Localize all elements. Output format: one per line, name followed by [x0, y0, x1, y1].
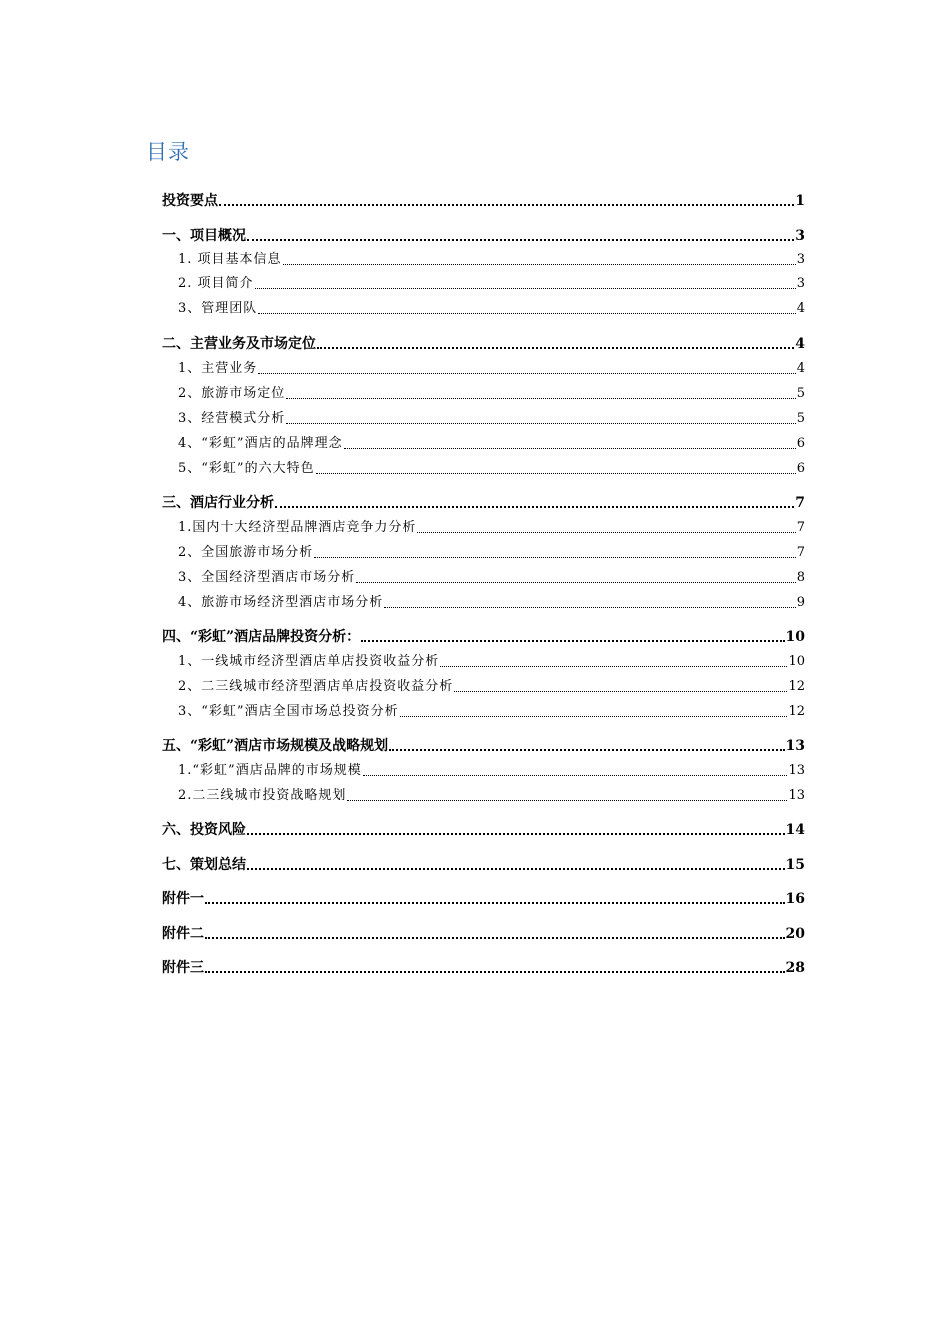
toc-label: 1.国内十大经济型品牌酒店竞争力分析	[178, 520, 417, 535]
toc-entry[interactable]	[162, 192, 805, 210]
toc-page: 4	[796, 301, 805, 316]
toc-entry[interactable]	[162, 959, 805, 977]
toc-label: 投资要点	[162, 193, 218, 209]
dot-leader	[205, 937, 785, 939]
toc-entry[interactable]	[178, 762, 805, 780]
toc-entry[interactable]	[162, 890, 805, 908]
toc-label: 2、二三线城市经济型酒店单店投资收益分析	[178, 679, 454, 694]
toc-entry[interactable]	[162, 335, 805, 353]
toc-page: 3	[795, 228, 805, 244]
dot-leader	[314, 557, 795, 558]
toc-entry[interactable]	[162, 737, 805, 755]
toc-entry[interactable]	[178, 275, 805, 293]
toc-entry[interactable]	[162, 925, 805, 943]
toc-entry[interactable]	[178, 544, 805, 562]
dot-leader	[247, 239, 794, 241]
toc-page: 10	[788, 654, 805, 669]
toc-entry[interactable]	[178, 703, 805, 721]
toc-label: 附件三	[162, 960, 204, 976]
toc-page: 6	[796, 436, 805, 451]
toc-label: 2. 项目简介	[178, 276, 254, 291]
toc-page: 15	[785, 857, 805, 873]
toc-page: 14	[785, 822, 805, 838]
toc-label: 3、全国经济型酒店市场分析	[178, 570, 356, 585]
dot-leader	[344, 448, 796, 449]
toc-label: 1. 项目基本信息	[178, 252, 282, 267]
dot-leader	[454, 691, 787, 692]
dot-leader	[258, 313, 795, 314]
dot-leader	[417, 532, 795, 533]
toc-entry[interactable]	[178, 653, 805, 671]
dot-leader	[440, 666, 787, 667]
toc-page: 20	[785, 926, 805, 942]
toc-label: 四、“彩虹”酒店品牌投资分析：	[162, 629, 361, 645]
toc-label: 六、投资风险	[162, 822, 246, 838]
toc-page: 7	[796, 545, 805, 560]
toc-label: 附件一	[162, 891, 204, 907]
toc-label: 二、主营业务及市场定位	[162, 336, 316, 352]
toc-page: 4	[795, 336, 805, 352]
toc-page: 9	[796, 595, 805, 610]
toc-label: 2.二三线城市投资战略规划	[178, 788, 347, 803]
dot-leader	[247, 833, 785, 835]
toc-label: 3、“彩虹”酒店全国市场总投资分析	[178, 704, 399, 719]
toc-page: 8	[796, 570, 805, 585]
toc-page: 13	[785, 738, 805, 754]
toc-entry[interactable]	[178, 519, 805, 537]
dot-leader	[389, 749, 784, 751]
dot-leader	[219, 204, 794, 206]
toc-label: 2、旅游市场定位	[178, 386, 286, 401]
toc-label: 一、项目概况	[162, 228, 246, 244]
toc-page: 3	[796, 276, 805, 291]
toc-entry[interactable]	[178, 385, 805, 403]
dot-leader	[347, 800, 787, 801]
toc-page: 28	[785, 960, 805, 976]
dot-leader	[286, 398, 795, 399]
toc-page: 16	[785, 891, 805, 907]
toc-label: 1.“彩虹”酒店品牌的市场规模	[178, 763, 362, 778]
toc-page: 10	[785, 629, 805, 645]
toc-label: 七、策划总结	[162, 857, 246, 873]
dot-leader	[286, 423, 795, 424]
toc-entry[interactable]	[178, 787, 805, 805]
toc-page: 6	[796, 461, 805, 476]
toc-entry[interactable]	[178, 460, 805, 478]
toc-page: 4	[796, 361, 805, 376]
dot-leader	[283, 264, 796, 265]
toc-label: 1、主营业务	[178, 361, 258, 376]
toc-entry[interactable]	[162, 628, 805, 646]
toc-page: 3	[796, 252, 805, 267]
toc-label: 1、一线城市经济型酒店单店投资收益分析	[178, 654, 440, 669]
dot-leader	[205, 902, 785, 904]
toc-page: 7	[795, 495, 805, 511]
toc-entry[interactable]	[178, 678, 805, 696]
dot-leader	[255, 288, 796, 289]
dot-leader	[356, 582, 795, 583]
toc-label: 4、旅游市场经济型酒店市场分析	[178, 595, 384, 610]
toc-page: 12	[788, 704, 805, 719]
toc-label: 3、经营模式分析	[178, 411, 286, 426]
toc-entry[interactable]	[162, 821, 805, 839]
toc-entry[interactable]	[162, 856, 805, 874]
toc-page: 5	[796, 411, 805, 426]
dot-leader	[384, 607, 795, 608]
toc-entry[interactable]	[178, 435, 805, 453]
toc-label: 三、酒店行业分析	[162, 495, 274, 511]
dot-leader	[247, 868, 785, 870]
dot-leader	[400, 716, 788, 717]
dot-leader	[316, 473, 796, 474]
dot-leader	[275, 506, 794, 508]
toc-label: 附件二	[162, 926, 204, 942]
toc-label: 五、“彩虹”酒店市场规模及战略规划	[162, 738, 389, 754]
toc-label: 2、全国旅游市场分析	[178, 545, 314, 560]
toc-page: 1	[795, 193, 805, 209]
toc-page: 13	[788, 763, 805, 778]
toc-page: 7	[796, 520, 805, 535]
toc-label: 4、“彩虹”酒店的品牌理念	[178, 436, 343, 451]
toc-entry[interactable]	[162, 227, 805, 245]
toc-entry[interactable]	[178, 300, 805, 318]
dot-leader	[258, 373, 795, 374]
toc-page: 13	[788, 788, 805, 803]
dot-leader	[361, 640, 784, 642]
toc-label: 5、“彩虹”的六大特色	[178, 461, 315, 476]
dot-leader	[317, 347, 794, 349]
toc-entry[interactable]	[178, 569, 805, 587]
toc-entry[interactable]	[178, 410, 805, 428]
toc-entry[interactable]	[178, 251, 805, 269]
toc-page: 5	[796, 386, 805, 401]
toc-label: 3、管理团队	[178, 301, 258, 316]
toc-entry[interactable]	[178, 594, 805, 612]
dot-leader	[205, 971, 785, 973]
toc-entry[interactable]	[178, 360, 805, 378]
toc-page: 12	[788, 679, 805, 694]
toc-entry[interactable]	[162, 494, 805, 512]
dot-leader	[363, 775, 788, 776]
toc-title: 目录	[146, 140, 190, 164]
